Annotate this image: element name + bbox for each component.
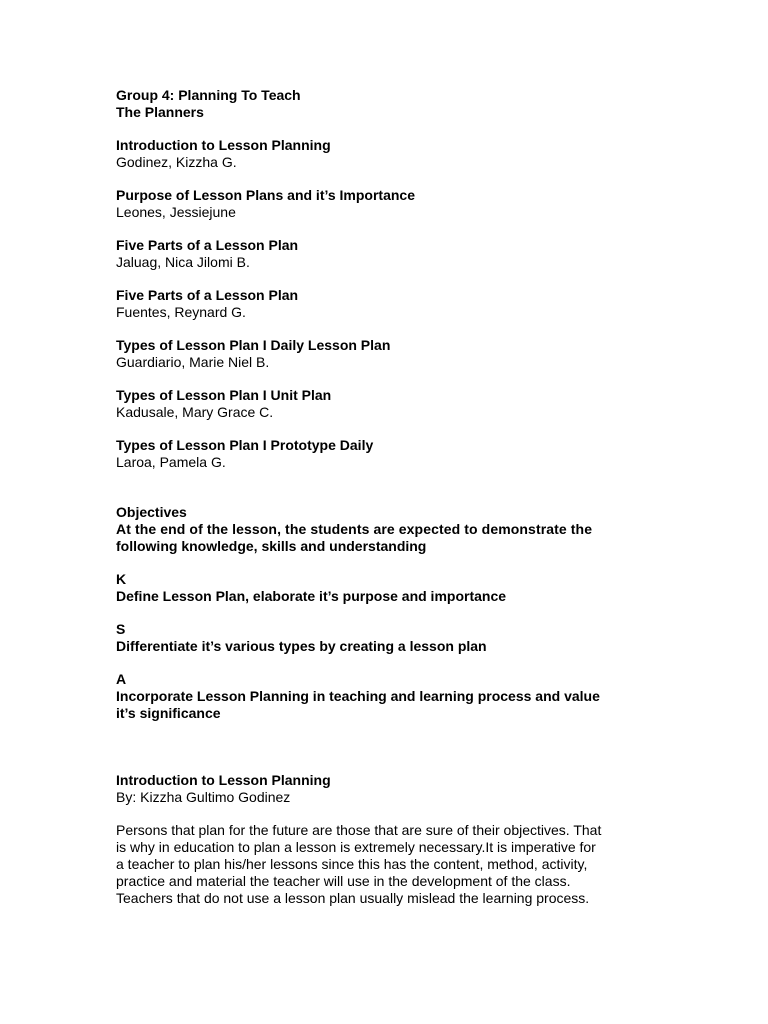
assignment-presenter: Fuentes, Reynard G. — [116, 304, 246, 320]
assignment-presenter: Godinez, Kizzha G. — [116, 154, 237, 170]
assignment-topic: Five Parts of a Lesson Plan — [116, 287, 299, 303]
objective-a-text: Incorporate Lesson Planning in teaching and learning process and value — [116, 688, 600, 704]
paragraph-line: Persons that plan for the future are those that are sure of their objectives. That — [116, 822, 602, 838]
objective-s-text: Differentiate it’s various types by creating a lesson plan — [116, 638, 487, 654]
assignment-presenter: Laroa, Pamela G. — [116, 454, 226, 470]
paragraph-line: a teacher to plan his/her lessons since this has the content, method, activity, — [116, 856, 588, 872]
objective-a-label: A — [116, 671, 127, 687]
assignment-presenter: Kadusale, Mary Grace C. — [116, 404, 274, 420]
assignment-topic: Purpose of Lesson Plans and it’s Importance — [116, 187, 415, 203]
assignment-topic: Types of Lesson Plan I Prototype Daily — [116, 437, 374, 453]
objectives-intro-line: At the end of the lesson, the students are expected to demonstrate the — [116, 521, 593, 537]
intro-section-byline: By: Kizzha Gultimo Godinez — [116, 789, 291, 805]
intro-section-title: Introduction to Lesson Planning — [116, 772, 331, 788]
group-name: The Planners — [116, 104, 204, 120]
assignment-presenter: Guardiario, Marie Niel B. — [116, 354, 270, 370]
objectives-heading: Objectives — [116, 504, 187, 520]
assignment-topic: Introduction to Lesson Planning — [116, 137, 331, 153]
assignment-topic: Types of Lesson Plan I Daily Lesson Plan — [116, 337, 391, 353]
paragraph-line: Teachers that do not use a lesson plan usually mislead the learning process. — [116, 890, 590, 906]
objective-k-label: K — [116, 571, 127, 587]
objective-s-label: S — [116, 621, 126, 637]
document-title: Group 4: Planning To Teach — [116, 87, 301, 103]
paragraph-line: is why in education to plan a lesson is extremely necessary.It is imperative for — [116, 839, 596, 855]
assignment-presenter: Jaluag, Nica Jilomi B. — [116, 254, 250, 270]
paragraph-line: practice and material the teacher will use in the development of the class. — [116, 873, 571, 889]
assignment-topic: Five Parts of a Lesson Plan — [116, 237, 299, 253]
objective-a-text: it’s significance — [116, 705, 221, 721]
assignment-topic: Types of Lesson Plan I Unit Plan — [116, 387, 332, 403]
objective-k-text: Define Lesson Plan, elaborate it’s purpose and importance — [116, 588, 507, 604]
assignment-presenter: Leones, Jessiejune — [116, 204, 236, 220]
objectives-intro-line: following knowledge, skills and understanding — [116, 538, 427, 554]
intro-paragraph — [116, 822, 652, 907]
document-page — [116, 87, 652, 907]
